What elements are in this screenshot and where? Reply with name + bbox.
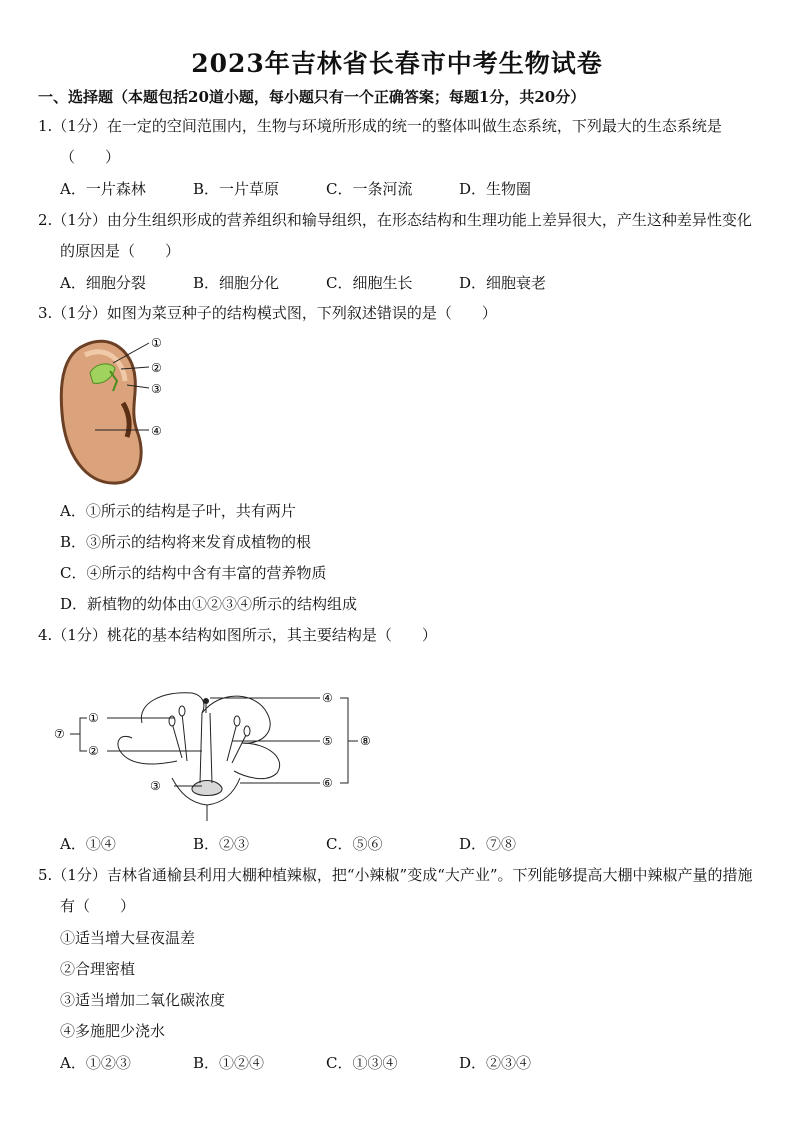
option-d: D．生物圈 — [459, 180, 532, 198]
option-d: D．⑦⑧ — [459, 835, 517, 853]
option-a: A．一片森林 — [60, 180, 146, 198]
question-3 — [38, 298, 760, 329]
peach-flower-diagram — [52, 683, 382, 823]
stigma — [203, 698, 209, 704]
label-4: ④ — [322, 691, 333, 705]
question-stem: 2.（1分）由分生组织形成的营养组织和输导组织，在形态结构和生理功能上差异很大，产生这种差异性变化的原因是（ ） — [38, 211, 752, 260]
question-5 — [38, 860, 760, 922]
bean-seed-diagram — [55, 333, 190, 488]
option-b: B．③所示的结构将来发育成植物的根 — [60, 533, 312, 551]
option-c: C．④所示的结构中含有丰富的营养物质 — [60, 564, 327, 582]
label-3: ③ — [151, 382, 162, 396]
question-2-options — [60, 272, 592, 293]
pointer-lines — [70, 698, 358, 786]
label-1: ① — [88, 711, 99, 725]
label-3: ③ — [150, 779, 161, 793]
question-2 — [38, 205, 760, 267]
flower-outline — [118, 693, 280, 821]
option-d: D．新植物的幼体由①②③④所示的结构组成 — [60, 595, 358, 613]
anthers — [169, 706, 250, 736]
option-a: A．①④ — [60, 835, 116, 853]
measure-4: ④多施肥少浇水 — [60, 1022, 166, 1040]
option-b: B．细胞分化 — [193, 274, 280, 292]
question-5-options — [60, 1052, 592, 1073]
option-c: C．细胞生长 — [326, 274, 413, 292]
measure-3: ③适当增加二氧化碳浓度 — [60, 991, 226, 1009]
option-a: A．①②③ — [60, 1054, 131, 1072]
question-4-options — [60, 833, 592, 854]
option-d: D．细胞衰老 — [459, 274, 547, 292]
section-heading: 一、选择题（本题包括20道小题，每小题只有一个正确答案；每题1分，共20分） — [38, 88, 586, 106]
option-c: C．⑤⑥ — [326, 835, 383, 853]
label-8: ⑧ — [360, 734, 371, 748]
label-6: ⑥ — [322, 776, 333, 790]
page-title: 2023年吉林省长春市中考生物试卷 — [191, 49, 603, 78]
label-4: ④ — [151, 424, 162, 438]
option-a: A．①所示的结构是子叶，共有两片 — [60, 502, 296, 520]
question-stem: 5.（1分）吉林省通榆县利用大棚种植辣椒，把“小辣椒”变成“大产业”。下列能够提高大棚中辣椒产量的措施有（ ） — [38, 866, 753, 915]
question-4 — [38, 620, 760, 651]
question-1 — [38, 111, 760, 173]
option-b: B．一片草原 — [193, 180, 280, 198]
measure-1: ①适当增大昼夜温差 — [60, 929, 196, 947]
label-5: ⑤ — [322, 734, 333, 748]
option-b: B．②③ — [193, 835, 250, 853]
label-2: ② — [151, 361, 162, 375]
question-stem: 4.（1分）桃花的基本结构如图所示，其主要结构是（ ） — [38, 626, 437, 644]
option-c: C．①③④ — [326, 1054, 398, 1072]
label-1: ① — [151, 336, 162, 350]
label-2: ② — [88, 744, 99, 758]
question-1-options — [60, 178, 592, 199]
option-a: A．细胞分裂 — [60, 274, 146, 292]
option-c: C．一条河流 — [326, 180, 413, 198]
question-stem: 1.（1分）在一定的空间范围内，生物与环境所形成的统一的整体叫做生态系统，下列最大的生态系统是（ ） — [38, 117, 722, 166]
question-stem: 3.（1分）如图为菜豆种子的结构模式图，下列叙述错误的是（ ） — [38, 304, 497, 322]
option-d: D．②③④ — [459, 1054, 532, 1072]
label-7: ⑦ — [54, 727, 65, 741]
measure-2: ②合理密植 — [60, 960, 136, 978]
option-b: B．①②④ — [193, 1054, 265, 1072]
